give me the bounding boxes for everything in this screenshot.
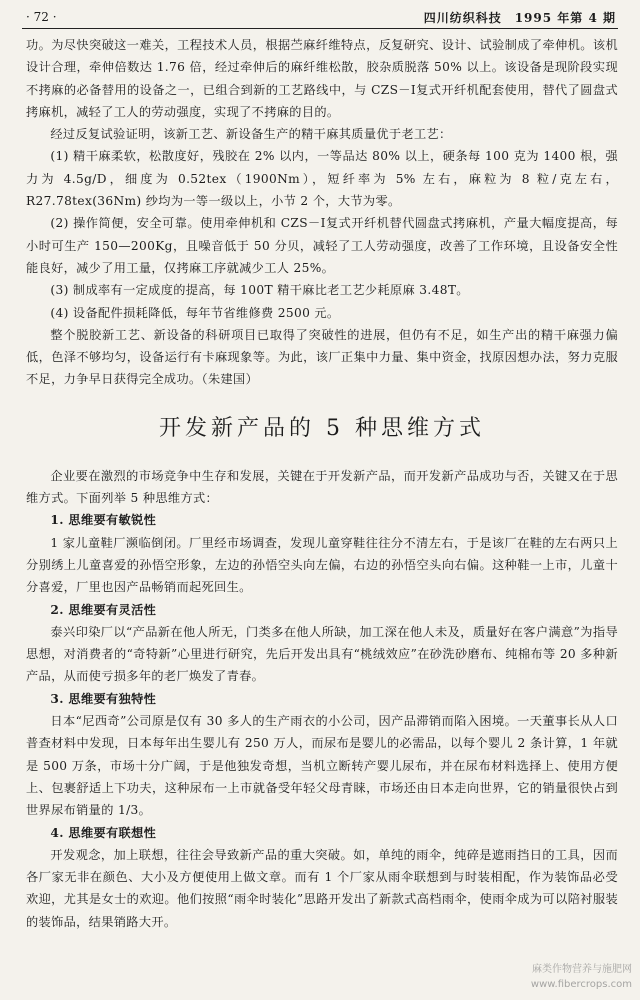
intro-paragraph: 企业要在激烈的市场竞争中生存和发展，关键在于开发新产品，而开发新产品成功与否，关键又在于思维方式。下面列举 5 种思维方式： bbox=[26, 468, 618, 506]
paragraph: (3) 制成率有一定成度的提高，每 100T 精干麻比老工艺少耗原麻 3.48T。 bbox=[50, 283, 469, 298]
watermark: 麻类作物营养与施肥网 www.fibercrops.com bbox=[530, 964, 632, 990]
section-heading: 1. 思维要有敏锐性 bbox=[50, 513, 157, 528]
section-heading: 3. 思维要有独特性 bbox=[50, 691, 157, 706]
section-text: 1 家儿童鞋厂濒临倒闭。厂里经市场调查，发现儿童穿鞋往往分不清左右，于是该厂在鞋的左右两只上分别绣上儿童喜爱的孙悟空形象，左边的孙悟空头向左偏，右边的孙悟空头向右偏。这种鞋一上市，儿童十分喜爱，厂里也因产品畅销而起死回生。 bbox=[26, 535, 618, 595]
section-text: 开发观念，加上联想，往往会导致新产品的重大突破。如，单纯的雨伞，纯碎是遮雨挡日的工具，因而各厂家无非在颜色、大小及方便使用上做文章。而有 1 个厂家从雨伞联想到与时装相配，作为装饰品必受欢迎，尤其是女士的欢迎。他们按照“雨伞时装化”思路开发出了新款式高档雨伞，使雨伞成为可以陪衬服装的装饰品，结果销路大开。 bbox=[26, 847, 618, 929]
journal-title: 四川纺织科技 1995 年第 4 期 bbox=[423, 11, 616, 25]
paragraph: 整个脱胶新工艺、新设备的科研项目已取得了突破性的进展，但仍有不足，如生产出的精干麻强力偏低，色泽不够均匀，设备运行有卡麻现象等。为此，该厂正集中力量、集中资金，找原因想办法，努力克服不足，力争早日获得完全成功。（朱建国） bbox=[26, 327, 618, 387]
page-number: · 72 · bbox=[26, 10, 57, 24]
paragraph: 经过反复试验证明，该新工艺、新设备生产的精干麻其质量优于老工艺： bbox=[50, 127, 452, 142]
continued-paragraph: 功。为尽快突破这一难关，工程技术人员，根据苎麻纤维特点，反复研究、设计、试验制成了牵伸机。该机设计合理，牵伸倍数达 1.76 倍，经过牵伸后的麻纤维松散，胶杂质脱落 50% 以上。该设备是现阶段实现不拷麻的必备替用的设备之一，已组合到新的工艺路线中，与 CZS－Ⅰ复式开纤机配套使用，替代了圆盘式拷麻机，减轻了工人的劳动强度，实现了不拷麻的目的。 bbox=[26, 38, 618, 119]
section-text: 日本“尼西奇”公司原是仅有 30 多人的生产雨衣的小公司，因产品滞销而陷入困境。一天董事长从人口普查材料中发现，日本每年出生婴儿有 250 万人，而尿布是婴儿的必需品，以每个婴儿 2 条计算，1 年就是 500 万条，市场十分广阔，于是他独发奇想，当机立断转产婴儿尿布，并在尿布材料选择上、使用方便上、包裹舒适上下功夫，这种尿布一上市就备受年轻父母青睐，市场还由日本走向世界，它的销量很快占到世界尿布销量的 1/3。 bbox=[26, 714, 618, 818]
article-title: 开发新产品的 5 种思维方式 bbox=[159, 415, 485, 441]
page-header bbox=[22, 6, 618, 29]
section-text: 泰兴印染厂以“产品新在他人所无，门类多在他人所缺，加工深在他人未及，质量好在客户满意”为指导思想，对消费者的“奇特新”心里进行研究，先后开发出具有“桃绒效应”在砂洗砂磨布、纯棉布等 20 多种新产品，从而使亏损多年的老厂焕发了青春。 bbox=[26, 624, 618, 684]
paragraph: (4) 设备配件损耗降低，每年节省维修费 2500 元。 bbox=[50, 305, 340, 320]
article-body bbox=[26, 34, 618, 933]
paragraph: (1) 精干麻柔软，松散度好，残胶在 2% 以内，一等品达 80% 以上，硬条每 100 克为 1400 根，强力为 4.5g/D，细度为 0.52tex（1900Nm），短纤率为 5% 左右，麻粒为 8 粒/克左右，R27.78tex(36Nm) 纱均为一等一级以上，小节 2 个，大节为零。 bbox=[26, 149, 618, 209]
section-heading: 4. 思维要有联想性 bbox=[50, 825, 157, 840]
section-heading: 2. 思维要有灵活性 bbox=[50, 602, 157, 617]
paragraph: (2) 操作简便，安全可靠。使用牵伸机和 CZS－Ⅰ复式开纤机替代圆盘式拷麻机，产量大幅度提高，每小时可生产 150—200Kg，且噪音低于 50 分贝，减轻了工人劳动强度，改善了工作环境，且设备安全性能良好，减少了用工量，仅拷麻工序就减少工人 25%。 bbox=[26, 216, 618, 275]
